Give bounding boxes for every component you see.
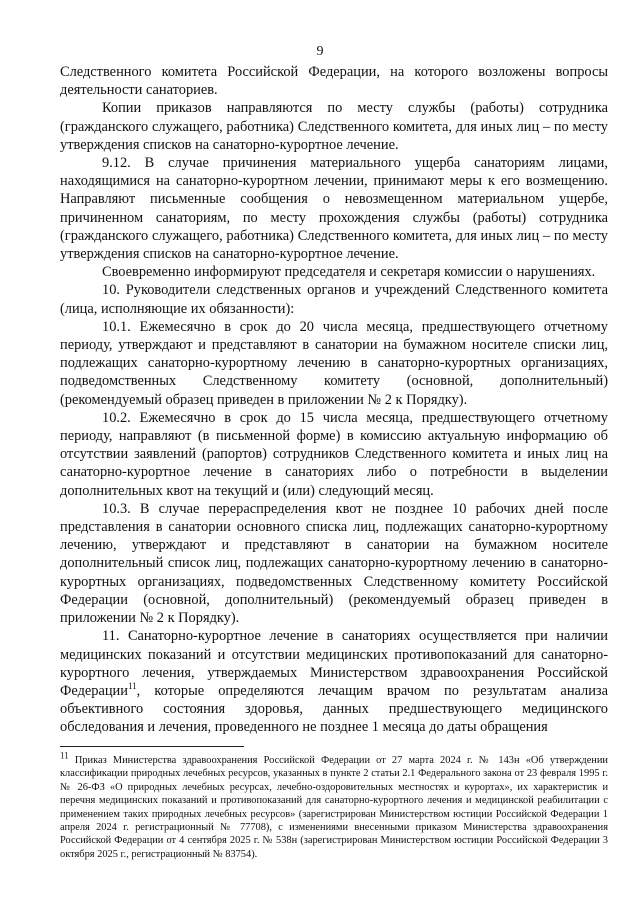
footnote xyxy=(60,750,608,861)
footnote-separator xyxy=(60,746,244,747)
paragraph: 10.1. Ежемесячно в срок до 20 числа месяца, предшествующего отчетному периоду, утверждают и представляют в санатории на бумажном носителе списки лиц, подлежащих санаторно-курортному лечению в санаторно-курортных организациях, подведомственных Следственному комитету (основной, дополнительный) (рекомендуемый образец приведен в приложении № 2 к Порядку). xyxy=(60,318,608,408)
paragraph: 9.12. В случае причинения материального ущерба санаториям лицами, находящимися на санаторно-курортном лечении, принимают меры к его возмещению. Направляют письменные сообщения о невозмещенном материальном ущербе, причиненном санаториям, по месту прохождения службы (работы) сотрудника (гражданского служащего, работника) Следственного комитета, для иных лиц – по месту утверждения списков на санаторно-курортное лечение. xyxy=(60,155,608,263)
paragraph: 10. Руководители следственных органов и учреждений Следственного комитета (лица, исполняющие их обязанности): xyxy=(60,282,608,317)
paragraph-11 xyxy=(60,627,608,736)
paragraph: 10.2. Ежемесячно в срок до 15 числа месяца, предшествующего отчетному периоду, направляют (в письменной форме) в комиссию актуальную информацию об отсутствии заявлений (рапортов) сотрудников Следственного комитета и иных лиц на санаторно-курортное лечение в санаториях либо о потребности в выделении дополнительных квот на текущий и (или) следующий месяц. xyxy=(60,409,608,499)
paragraph: 10.3. В случае перераспределения квот не позднее 10 рабочих дней после представления в санатории основного списка лиц, подлежащих санаторно-курортному лечению, утверждают и представляют в санатории на бумажном носителе дополнительный список лиц, подлежащих санаторно-курортному лечению в санаторно-курортных организациях, подведомственных Следственному комитету Российской Федерации (основной, дополнительный) (рекомендуемый образец приведен в приложении № 2 к Порядку). xyxy=(60,500,608,627)
paragraph-11-text-continued: , которые определяются лечащим врачом по результатам анализа объективного состояния здоровья, данных предшествующего медицинского обследования и лечения, проведенного не позднее 1 месяца до даты обращения xyxy=(60,682,608,736)
paragraph: Своевременно информируют председателя и секретаря комиссии о нарушениях. xyxy=(102,264,596,281)
page-number: 9 xyxy=(316,44,324,59)
footnote-mark: 11 xyxy=(60,750,69,761)
footnote-reference[interactable]: 11 xyxy=(127,681,137,692)
paragraph: Копии приказов направляются по месту службы (работы) сотрудника (гражданского служащего, работника) Следственного комитета, для иных лиц – по месту утверждения списков на санаторно-курортное лечение. xyxy=(60,100,608,153)
document-body xyxy=(60,63,608,737)
paragraph-11-text: 11. Санаторно-курортное лечение в санаториях осуществляется при наличии медицинских показаний и отсутствии медицинских противопоказаний для санаторно-курортного лечения, утверждаемых Министерством здравоохранения Российской Федерации xyxy=(60,628,608,699)
paragraph: Следственного комитета Российской Федерации, на которого возложены вопросы деятельности санаториев. xyxy=(60,64,608,99)
footnote-text: Приказ Министерства здравоохранения Российской Федерации от 27 марта 2024 г. № 143н «Об утверждении классификации природных лечебных ресурсов, указанных в пункте 2 статьи 2.1 Федерального закона от 23 февраля 1995 г. № 26-ФЗ «О природных лечебных ресурсах, лечебно-оздоровительных местностях и курортах», их характеристик и перечня медицинских показаний и противопоказаний для санаторно-курортного лечения и медицинской реабилитации с применением таких природных лечебных ресурсов» (зарегистрирован Министерством юстиции Российской Федерации 1 апреля 2024 г. регистрационный № 77708), с изменениями внесенными приказом Министерства здравоохранения Российской Федерации от 4 сентября 2025 г. № 538н (зарегистрирован Министерством юстиции Российской Федерации 3 октября 2025 г., регистрационный № 83754). xyxy=(60,755,608,860)
